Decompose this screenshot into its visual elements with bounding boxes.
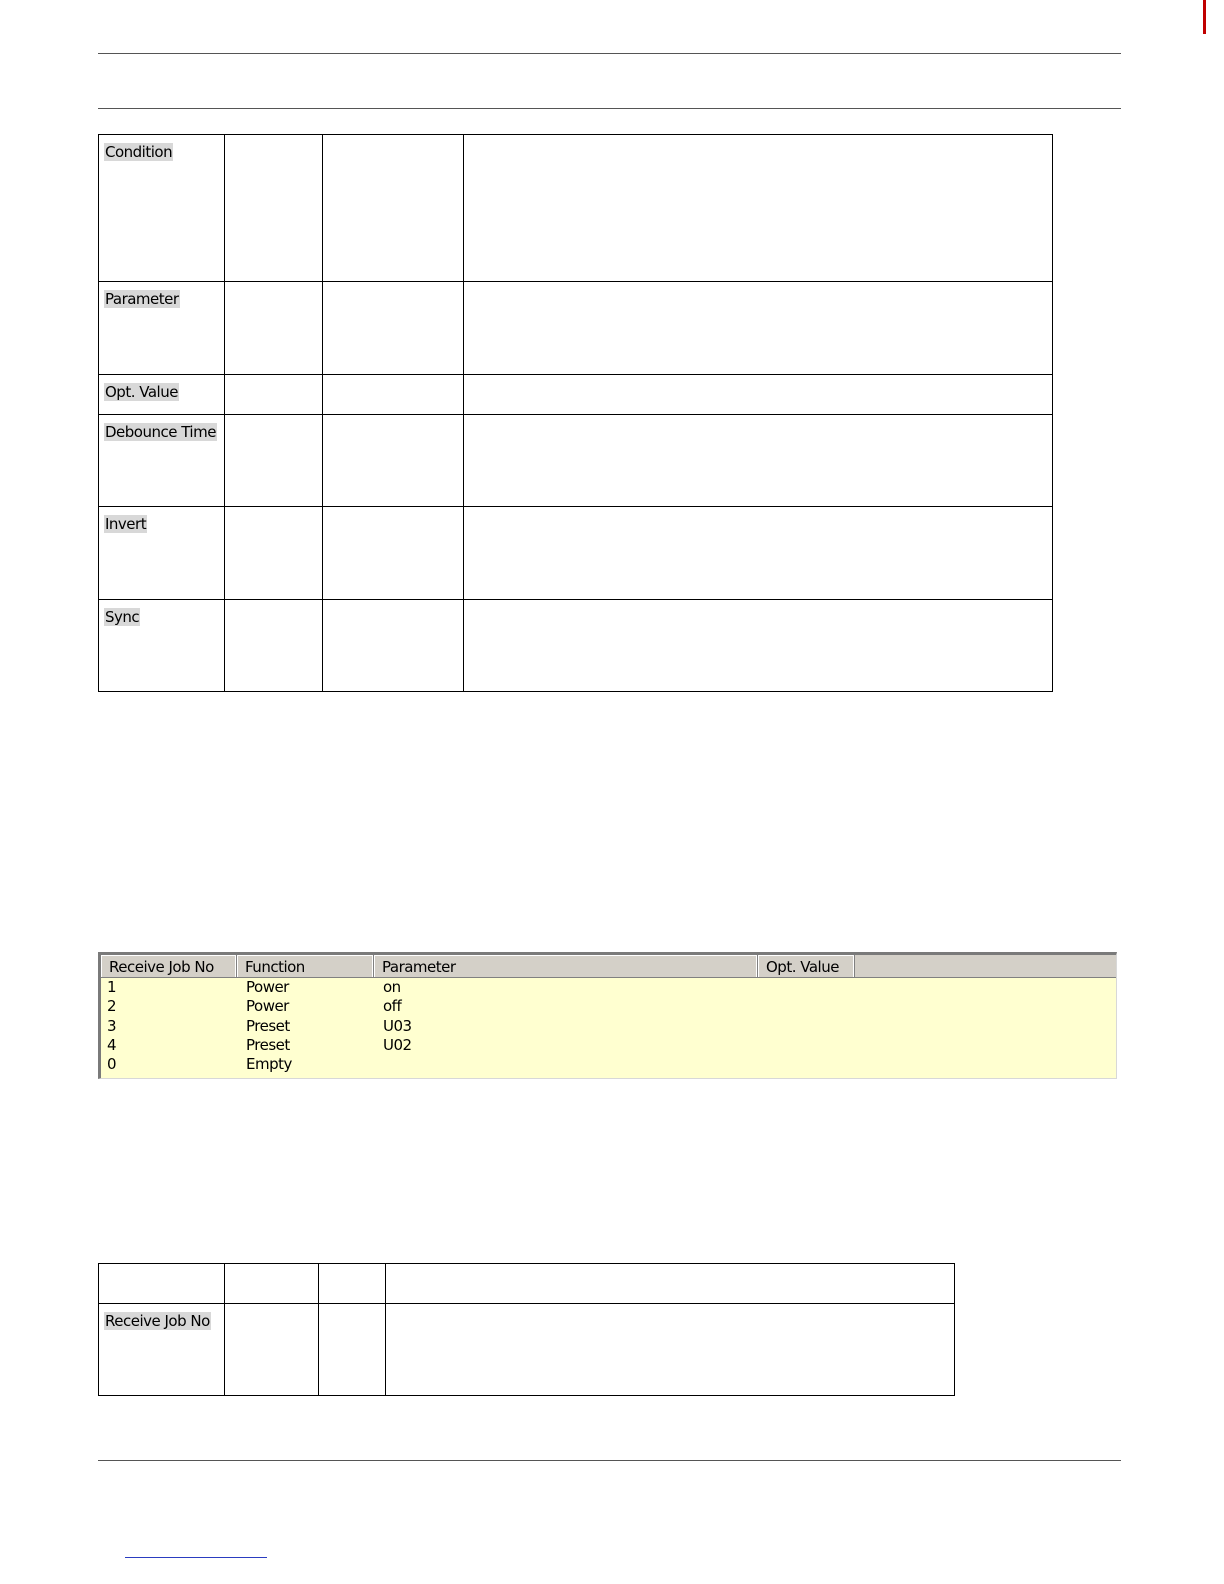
column-header-parameter[interactable]: Parameter — [374, 955, 758, 977]
list-header — [101, 955, 1116, 978]
table-row — [99, 135, 1053, 282]
list-item[interactable] — [101, 1055, 1116, 1074]
cell-parameter: on — [383, 978, 401, 996]
row-label-opt-value: Opt. Value — [105, 383, 178, 401]
parameter-table — [98, 134, 1053, 692]
receive-job-list-view[interactable] — [98, 952, 1117, 1079]
cell-function: Empty — [246, 1055, 292, 1074]
column-header-opt-value[interactable]: Opt. Value — [758, 955, 855, 977]
cell-job-no: 3 — [107, 1016, 117, 1035]
cell-function: Power — [246, 978, 289, 996]
table-row — [99, 1304, 955, 1396]
list-item[interactable] — [101, 997, 1116, 1016]
row-label-receive-job-no: Receive Job No — [105, 1312, 210, 1330]
footer-link-underline[interactable] — [125, 1557, 267, 1558]
header-rule-bottom — [98, 108, 1121, 109]
column-header-receive-job-no[interactable]: Receive Job No — [101, 955, 237, 977]
page-edge-marker — [1203, 0, 1206, 34]
footer-rule — [98, 1460, 1121, 1461]
cell-function: Preset — [246, 1016, 290, 1035]
list-item[interactable] — [101, 978, 1116, 997]
table-row — [99, 600, 1053, 692]
table-row — [99, 282, 1053, 375]
table-row — [99, 507, 1053, 600]
cell-job-no: 2 — [107, 997, 117, 1016]
cell-job-no: 0 — [107, 1055, 117, 1074]
row-label-parameter: Parameter — [105, 290, 179, 308]
cell-job-no: 4 — [107, 1035, 117, 1054]
list-body — [101, 978, 1116, 1074]
header-rule-top — [98, 53, 1121, 54]
table-header-row — [99, 1264, 955, 1304]
table-row — [99, 375, 1053, 415]
list-item[interactable] — [101, 1017, 1116, 1036]
row-label-sync: Sync — [105, 608, 140, 626]
cell-function: Preset — [246, 1035, 290, 1054]
table-row — [99, 415, 1053, 507]
cell-function: Power — [246, 997, 289, 1016]
row-label-condition: Condition — [105, 143, 173, 161]
row-label-debounce-time: Debounce Time — [105, 423, 216, 441]
receive-table — [98, 1263, 955, 1396]
list-item[interactable] — [101, 1036, 1116, 1055]
column-header-function[interactable]: Function — [237, 955, 374, 977]
cell-job-no: 1 — [107, 978, 117, 996]
cell-parameter: U02 — [383, 1035, 412, 1054]
cell-parameter: U03 — [383, 1016, 412, 1035]
cell-parameter: off — [383, 997, 402, 1016]
row-label-invert: Invert — [105, 515, 147, 533]
